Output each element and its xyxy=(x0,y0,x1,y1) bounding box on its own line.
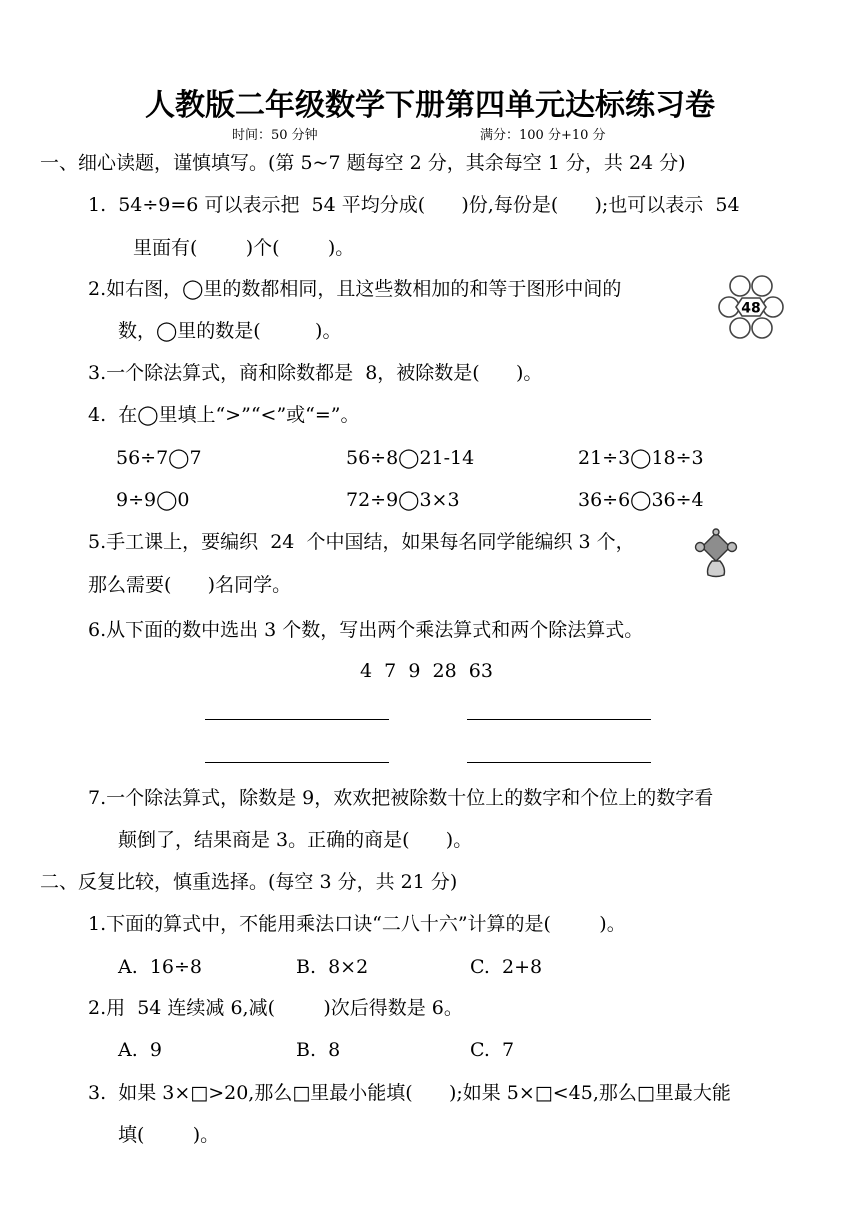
option-b: B. 8 xyxy=(296,1039,341,1061)
question-1-7-line-2: 颠倒了，结果商是 3。正确的商是( )。 xyxy=(118,829,473,851)
number-choices: 4 7 9 28 63 xyxy=(360,660,493,682)
question-1-6: 6.从下面的数中选出 3 个数，写出两个乘法算式和两个除法算式。 xyxy=(88,619,644,641)
answer-line xyxy=(205,719,389,720)
circle-flower-figure xyxy=(716,274,786,344)
time-limit: 时间：50 分钟 xyxy=(232,128,318,143)
option-b: B. 8×2 xyxy=(296,956,369,978)
question-1-5-line-2: 那么需要( )名同学。 xyxy=(88,574,292,596)
question-1-7-line-1: 7.一个除法算式，除数是 9，欢欢把被除数十位上的数字和个位上的数字看 xyxy=(88,787,714,809)
question-1-1-line-2: 里面有( )个( )。 xyxy=(133,237,355,259)
question-2-3-line-2: 填( )。 xyxy=(118,1124,220,1146)
question-1-2-line-2: 数，◯里的数是( )。 xyxy=(118,320,342,342)
compare-item: 72÷9◯3×3 xyxy=(346,489,460,511)
question-1-1-line-1: 1. 54÷9=6 可以表示把 54 平均分成( )份,每份是( );也可以表示 54 xyxy=(88,194,740,216)
figure-center-number: 48 xyxy=(741,300,761,317)
option-a: A. 9 xyxy=(118,1039,162,1061)
compare-item: 56÷8◯21-14 xyxy=(346,447,475,469)
compare-item: 9÷9◯0 xyxy=(116,489,190,511)
option-c: C. 7 xyxy=(470,1039,515,1061)
section-2-heading: 二、反复比较，慎重选择。(每空 3 分，共 21 分) xyxy=(40,871,458,893)
answer-line xyxy=(205,762,389,763)
compare-item: 21÷3◯18÷3 xyxy=(578,447,704,469)
compare-item: 36÷6◯36÷4 xyxy=(578,489,704,511)
question-2-1: 1.下面的算式中，不能用乘法口诀“二八十六”计算的是( )。 xyxy=(88,913,626,935)
chinese-knot-image xyxy=(692,528,740,580)
question-2-2: 2.用 54 连续减 6,减( )次后得数是 6。 xyxy=(88,997,463,1019)
question-2-3-line-1: 3. 如果 3×□>20,那么□里最小能填( );如果 5×□<45,那么□里最大能 xyxy=(88,1082,731,1104)
answer-line xyxy=(467,762,651,763)
question-1-5-line-1: 5.手工课上，要编织 24 个中国结，如果每名同学能编织 3 个， xyxy=(88,531,635,553)
question-1-3: 3.一个除法算式，商和除数都是 8，被除数是( )。 xyxy=(88,362,543,384)
option-a: A. 16÷8 xyxy=(118,956,203,978)
answer-line xyxy=(467,719,651,720)
option-c: C. 2+8 xyxy=(470,956,543,978)
question-1-4-intro: 4. 在◯里填上“>”“<”或“=”。 xyxy=(88,404,360,426)
section-1-heading: 一、细心读题，谨慎填写。(第 5~7 题每空 2 分，其余每空 1 分，共 24 分) xyxy=(40,152,686,174)
page-title: 人教版二年级数学下册第四单元达标练习卷 xyxy=(145,88,715,123)
compare-item: 56÷7◯7 xyxy=(116,447,202,469)
full-score: 满分：100 分+10 分 xyxy=(480,128,606,143)
question-1-2-line-1: 2.如右图，◯里的数都相同，且这些数相加的和等于图形中间的 xyxy=(88,278,622,300)
